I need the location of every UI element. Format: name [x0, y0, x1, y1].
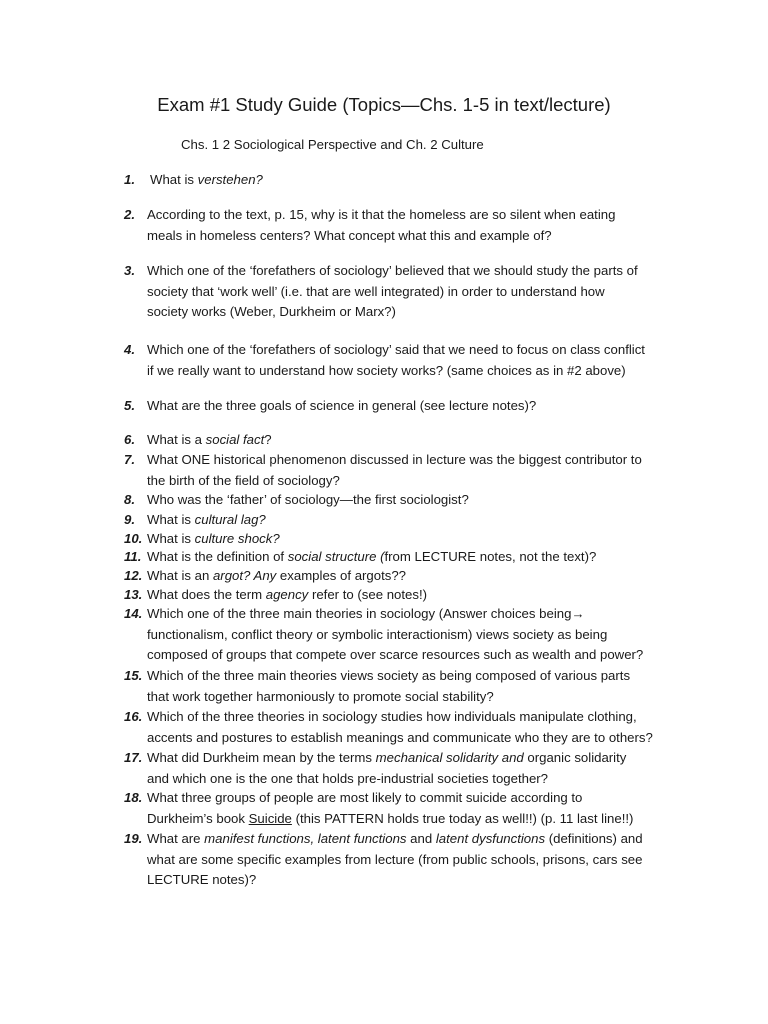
- question-text: [147, 205, 687, 246]
- question-line: [147, 585, 687, 606]
- question-line: [147, 645, 687, 666]
- question-number: 18.: [124, 790, 143, 805]
- italic-term: social structure (: [287, 549, 385, 564]
- text-run: (this PATTERN holds true today as well!!) (p. 11 last line!!): [291, 810, 634, 826]
- section-subtitle: Chs. 1 2 Sociological Perspective and Ch. 2 Culture: [181, 137, 484, 152]
- question-line: [147, 170, 687, 191]
- question-line: [147, 748, 687, 769]
- question-text: [147, 707, 687, 748]
- italic-term: cultural lag?: [194, 512, 266, 527]
- question-number: 6.: [124, 432, 135, 447]
- question-text: [147, 566, 687, 587]
- question-line: [147, 282, 687, 303]
- question-number: 5.: [124, 398, 135, 413]
- text-run: What are: [147, 831, 205, 846]
- question-line: [147, 769, 687, 790]
- text-run: What is an: [147, 568, 213, 583]
- question-text: [147, 547, 687, 568]
- text-run: functionalism, conflict theory or symbolic interactionism) views society as being: [147, 626, 608, 642]
- question-line: [147, 809, 687, 830]
- text-run: organic solidarity: [523, 750, 627, 765]
- question-number: 1.: [124, 172, 135, 187]
- text-run: Which one of the three main theories in sociology (Answer choices being→: [147, 606, 585, 621]
- question-line: [147, 788, 687, 809]
- text-run: Who was the ‘father’ of sociology—the first sociologist?: [147, 492, 469, 507]
- text-run: ?: [264, 432, 272, 447]
- text-run: What are the three goals of science in general (see lecture notes)?: [147, 398, 537, 413]
- question-number: 3.: [124, 263, 135, 278]
- question-number: 12.: [124, 568, 143, 583]
- text-run: Which one of the ‘forefathers of sociology’ said that we need to focus on class conflict: [147, 342, 645, 357]
- question-line: [147, 490, 687, 511]
- question-number: 2.: [124, 207, 135, 222]
- question-line: [147, 547, 687, 568]
- question-line: [147, 430, 687, 451]
- text-run: and which one is the one that holds pre-industrial societies together?: [147, 770, 549, 786]
- text-run: from LECTURE notes, not the text)?: [384, 549, 597, 564]
- text-run: society that ‘work well’ (i.e. that are well integrated) in order to understand how: [147, 283, 605, 299]
- question-text: [147, 170, 687, 191]
- text-run: What is: [150, 172, 198, 187]
- question-number: 7.: [124, 452, 135, 467]
- question-line: [147, 302, 687, 323]
- text-run: What is: [147, 512, 195, 527]
- question-number: 8.: [124, 492, 135, 507]
- question-text: [147, 788, 687, 829]
- text-run: that work together harmoniously to promote social stability?: [147, 688, 494, 704]
- question-line: [147, 829, 687, 850]
- question-text: [147, 585, 687, 606]
- question-line: [147, 205, 687, 226]
- text-run: Which of the three main theories views society as being composed of various parts: [147, 668, 631, 683]
- question-line: [147, 226, 687, 247]
- question-line: [147, 510, 687, 531]
- question-line: [147, 566, 687, 587]
- text-run: accents and postures to establish meanings and communicate who they are to others?: [147, 729, 653, 745]
- text-run: What three groups of people are most likely to commit suicide according to: [147, 790, 583, 805]
- text-run: examples of argots??: [276, 568, 407, 583]
- question-line: [147, 450, 687, 471]
- question-line: [147, 396, 687, 417]
- italic-term: culture shock?: [194, 531, 280, 546]
- question-text: [147, 261, 687, 323]
- question-line: [147, 687, 687, 708]
- underlined-title: Suicide: [248, 810, 292, 826]
- text-run: and: [406, 831, 436, 846]
- question-number: 9.: [124, 512, 135, 527]
- question-line: [147, 604, 687, 625]
- text-run: What is: [147, 531, 195, 546]
- question-line: [147, 870, 687, 891]
- question-text: [147, 430, 687, 451]
- question-line: [147, 707, 687, 728]
- question-number: 17.: [124, 750, 143, 765]
- question-line: [147, 340, 687, 361]
- text-run: What did Durkheim mean by the terms: [147, 750, 376, 765]
- italic-term: mechanical solidarity and: [375, 750, 524, 765]
- text-run: (definitions) and: [545, 831, 643, 846]
- question-text: [147, 510, 687, 531]
- question-line: [147, 471, 687, 492]
- text-run: LECTURE notes)?: [147, 872, 257, 888]
- text-run: Which one of the ‘forefathers of sociology’ believed that we should study the parts of: [147, 263, 638, 278]
- question-line: [147, 261, 687, 282]
- question-number: 16.: [124, 709, 143, 724]
- question-number: 15.: [124, 668, 143, 683]
- text-run: What does the term: [147, 587, 266, 602]
- page-title: Exam #1 Study Guide (Topics—Chs. 1-5 in text/lecture): [157, 94, 611, 115]
- text-run: meals in homeless centers? What concept what this and example of?: [147, 227, 552, 243]
- text-run: What is the definition of: [147, 549, 288, 564]
- question-line: [147, 625, 687, 646]
- italic-term: manifest functions, latent functions: [204, 831, 407, 846]
- question-number: 13.: [124, 587, 143, 602]
- question-text: [147, 450, 687, 491]
- question-number: 4.: [124, 342, 135, 357]
- text-run: Which of the three theories in sociology studies how individuals manipulate clothing,: [147, 709, 637, 724]
- question-text: [147, 604, 687, 666]
- italic-term: social fact: [205, 432, 265, 447]
- question-text: [147, 666, 687, 707]
- question-number: 14.: [124, 606, 143, 621]
- question-line: [147, 666, 687, 687]
- italic-term: argot? Any: [212, 568, 277, 583]
- text-run: what are some specific examples from lecture (from public schools, prisons, cars see: [147, 851, 643, 867]
- question-line: [147, 850, 687, 871]
- text-run: refer to (see notes!): [308, 587, 428, 602]
- question-number: 19.: [124, 831, 143, 846]
- question-text: [147, 748, 687, 789]
- text-run: the birth of the field of sociology?: [147, 472, 340, 488]
- italic-term: verstehen?: [197, 172, 263, 187]
- question-line: [147, 361, 687, 382]
- question-number: 10.: [124, 531, 143, 546]
- question-number: 11.: [124, 549, 142, 564]
- text-run: What is a: [147, 432, 206, 447]
- text-run: Durkheim’s book: [147, 810, 249, 826]
- text-run: composed of groups that compete over scarce resources such as wealth and power?: [147, 647, 644, 663]
- question-line: [147, 728, 687, 749]
- text-run: if we really want to understand how society works? (same choices as in #2 above): [147, 362, 626, 378]
- italic-term: latent dysfunctions: [435, 831, 546, 846]
- text-run: According to the text, p. 15, why is it that the homeless are so silent when eating: [147, 207, 616, 222]
- text-run: What ONE historical phenomenon discussed in lecture was the biggest contributor to: [147, 452, 642, 467]
- italic-term: agency: [265, 587, 309, 602]
- question-text: [147, 340, 687, 381]
- question-text: [147, 396, 687, 417]
- question-text: [147, 490, 687, 511]
- question-text: [147, 829, 687, 891]
- text-run: society works (Weber, Durkheim or Marx?): [147, 304, 396, 320]
